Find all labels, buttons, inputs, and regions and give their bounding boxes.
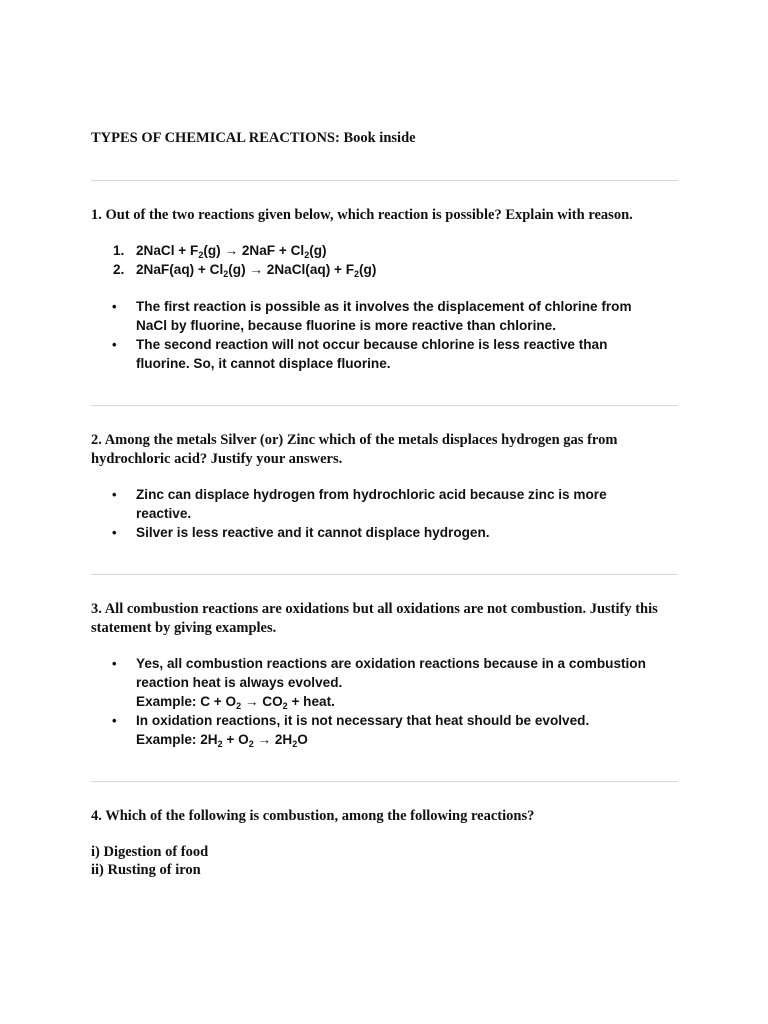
bullet-icon: •	[112, 337, 117, 352]
divider	[91, 574, 678, 575]
bullet-item: • Silver is less reactive and it cannot displace hydrogen.	[112, 525, 490, 540]
bullet-icon: •	[112, 525, 117, 540]
list-number: 1.	[113, 243, 125, 258]
option-1: i) Digestion of food	[91, 844, 209, 860]
bullet-item: • Zinc can displace hydrogen from hydrochloric acid because zinc is more reactive.	[112, 487, 607, 521]
example-equation: Example: $C + O_2 \to CO_2$ + heat.	[136, 694, 335, 711]
list-number: 2.	[113, 262, 125, 277]
divider	[91, 180, 678, 181]
reaction-item-2: 2. $2NaF(aq) + Cl_2(g)$ → 2NaCl(aq) + $F_2(g)$	[113, 262, 377, 279]
divider	[91, 781, 678, 782]
option-2: ii) Rusting of iron	[91, 862, 201, 878]
answer-list-2	[0, 485, 656, 542]
question-1: 1. Out of the two reactions given below, which reaction is possible? Explain with reason.	[91, 207, 633, 223]
bullet-item: • In oxidation reactions, it is not necessary that heat should be evolved. Example: $2H_2 + O_2 \to 2H_2O$	[0, 711, 656, 749]
bullet-icon: •	[112, 299, 117, 314]
answer-list-3	[0, 654, 656, 749]
bullet-icon: •	[112, 713, 117, 728]
reaction-list	[0, 241, 656, 279]
question-2: 2. Among the metals Silver (or) Zinc which of the metals displaces hydrogen gas from hydrochloric acid? Justify your answers.	[91, 432, 618, 467]
bullet-icon: •	[112, 656, 117, 671]
bullet-item: • Yes, all combustion reactions are oxidation reactions because in a combustion reaction heat is always evolved. Example: $C + O_2 \to CO_2$ + heat.	[0, 654, 656, 711]
bullet-icon: •	[112, 487, 117, 502]
answer-list-1	[0, 297, 656, 373]
question-3: 3. All combustion reactions are oxidations but all oxidations are not combustion. Justify this statement by giving examples.	[91, 601, 658, 636]
reaction-item-1: 1. 2NaCl + $F_2(g) \to 2NaF + Cl_2(g)$	[113, 243, 327, 260]
bullet-item: • The second reaction will not occur because chlorine is less reactive than fluorine. So, it cannot displace fluorine.	[112, 337, 608, 371]
question-4: 4. Which of the following is combustion, among the following reactions?	[91, 808, 535, 824]
divider	[91, 405, 678, 406]
bullet-item: • The first reaction is possible as it involves the displacement of chlorine from NaCl by fluorine, because fluorine is more reactive than chlorine.	[112, 299, 632, 333]
example-equation: Example: $2H_2 + O_2 \to 2H_2O$	[136, 732, 308, 749]
page-title: TYPES OF CHEMICAL REACTIONS: Book inside	[91, 130, 416, 146]
